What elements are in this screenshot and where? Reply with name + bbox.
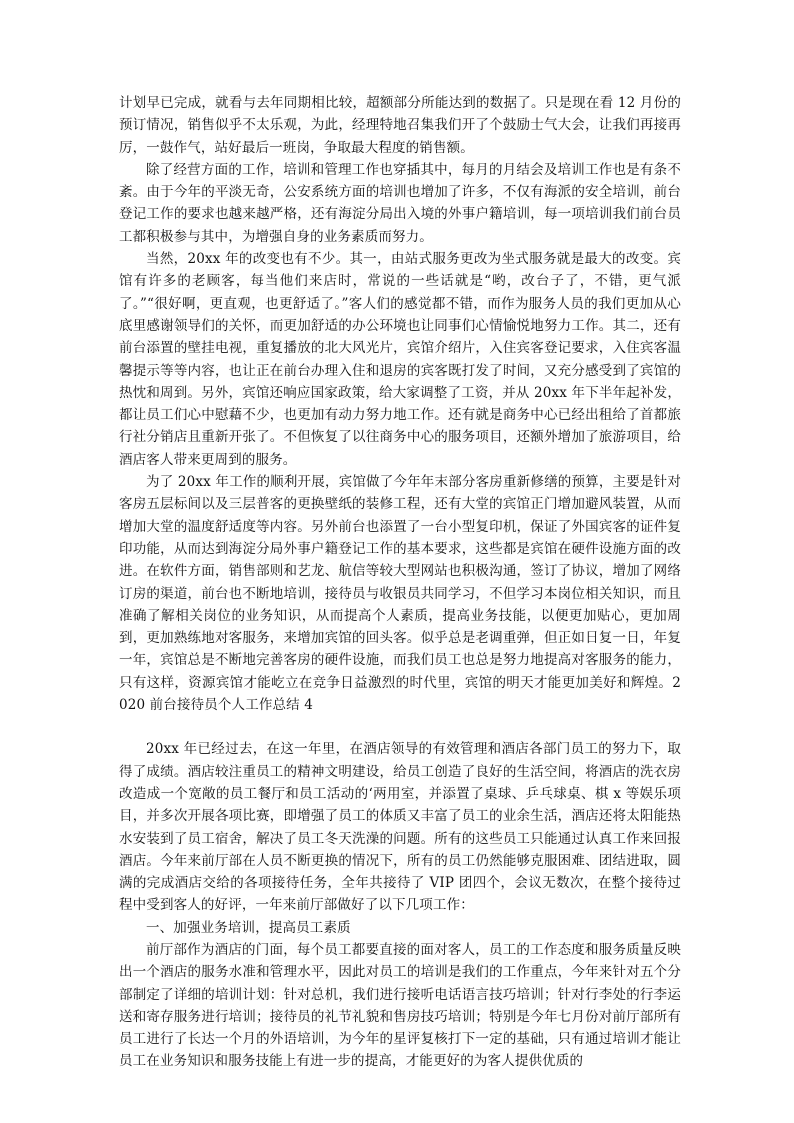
section-heading-training: 一、加强业务培训，提高员工素质 (146, 919, 351, 936)
paragraph-changes: 当然，20xx 年的改变也有不少。其一，由站式服务更改为坐式服务就是最大的改变。宾馆有许多的老顾客，每当他们来店时，常说的一些话就是“哟，改台子了，不错，更气派了。”“很好啊，更直观，也更舒适了。”客人们的感觉都不错，而作为服务人员的我们更加从心底里感谢领导们的关怀，而更加舒适的办公环境也让同事们心情愉悦地努力工作。其二，还有前台添置的壁挂电视，重复播放的北大风光片，宾馆介绍片，入住宾客登记要求，入住宾客温馨提示等等内容，也让正在前台办理入住和退房的宾客既打发了时间，又充分感受到了宾馆的热忱和周到。另外，宾馆还响应国家政策，给大家调整了工资，并从 20xx 年下半年起补发，都让员工们心中慰藉不少，也更加有动力努力地工作。还有就是商务中心已经出租给了首都旅行社分销店且重新开张了。不但恢复了以往商务中心的服务项目，还额外增加了旅游项目，给酒店客人带来更周到的服务。 (119, 251, 681, 468)
paragraph-continued-sales: 计划早已完成，就看与去年同期相比较，超额部分所能达到的数据了。只是现在看 12 月份的预订情况，销售似乎不太乐观，为此，经理特地召集我们开了个鼓励士气大会，让我们再接再厉，一鼓作气，站好最后一班岗，争取最大程度的销售额。 (119, 95, 681, 156)
paragraph-training-management: 除了经营方面的工作，培训和管理工作也穿插其中，每月的月结会及培训工作也是有条不紊。由于今年的平淡无奇，公安系统方面的培训也增加了许多，不仅有海派的安全培训，前台登记工作的要求也越来越严格，还有海淀分局出入境的外事户籍培训，每一项培训我们前台员工都积极参与其中，为增强自身的业务素质而努力。 (119, 161, 681, 245)
document-page (119, 92, 681, 1073)
paragraph-year-review: 20xx 年已经过去，在这一年里，在酒店领导的有效管理和酒店各部门员工的努力下，取得了成绩。酒店较注重员工的精神文明建设，给员工创造了良好的生活空间，将酒店的洗衣房改造成一个宽敞的员工餐厅和员工活动的‘两用室，并添置了桌球、乒乓球桌、棋 x 等娱乐项目，并多次开展各项比赛，即增强了员工的体质又丰富了员工的业余生活，酒店还将太阳能热水安装到了员工宿舍，解决了员工冬天洗澡的问题。所有的这些员工只能通过认真工作来回报酒店。今年来前厅部在人员不断更换的情况下，所有的员工仍然能够克服困难、团结进取，圆满的完成酒店交给的各项接待任务，全年共接待了 VIP 团四个，会议无数次，在整个接待过程中受到客人的好评，一年来前厅部做好了以下几项工作： (119, 741, 681, 914)
paragraph-renovation-plan: 为了 20xx 年工作的顺利开展，宾馆做了今年年末部分客房重新修缮的预算，主要是针对客房五层标间以及三层普客的更换壁纸的装修工程，还有大堂的宾馆正门增加避风装置，从而增加大堂的温度舒适度等内容。另外前台也添置了一台小型复印机，保证了外国宾客的证件复印功能，从而达到海淀分局外事户籍登记工作的基本要求，这些都是宾馆在硬件设施方面的改进。在软件方面，销售部则和艺龙、航信等较大型网站也积极沟通，签订了协议，增加了网络订房的渠道，前台也不断地培训，接待员与收银员共同学习，不但学习本岗位相关知识，而且准确了解相关岗位的业务知识，从而提高个人素质，提高业务技能，以便更加贴心，更加周到，更加熟练地对客服务，来增加宾馆的回头客。似乎总是老调重弹，但正如日复一日，年复一年，宾馆总是不断地完善客房的硬件设施，而我们员工也总是努力地提高对客服务的能力，只有这样，资源宾馆才能屹立在竞争日益激烈的时代里，宾馆的明天才能更加美好和辉煌。2020 前台接待员个人工作总结 4 (119, 474, 681, 714)
paragraph-front-office-training: 前厅部作为酒店的门面，每个员工都要直接的面对客人，员工的工作态度和服务质量反映出一个酒店的服务水准和管理水平，因此对员工的培训是我们的工作重点，今年来针对五个分部制定了详细的培训计划：针对总机，我们进行接听电话语言技巧培训；针对行李处的行李运送和寄存服务进行培训；接待员的礼节礼貌和售房技巧培训；特别是今年七月份对前厅部所有员工进行了长达一个月的外语培训，为今年的星评复核打下一定的基础，只有通过培训才能让员工在业务知识和服务技能上有进一步的提高，才能更好的为客人提供优质的 (119, 941, 681, 1070)
paragraph-spacer (119, 716, 681, 738)
